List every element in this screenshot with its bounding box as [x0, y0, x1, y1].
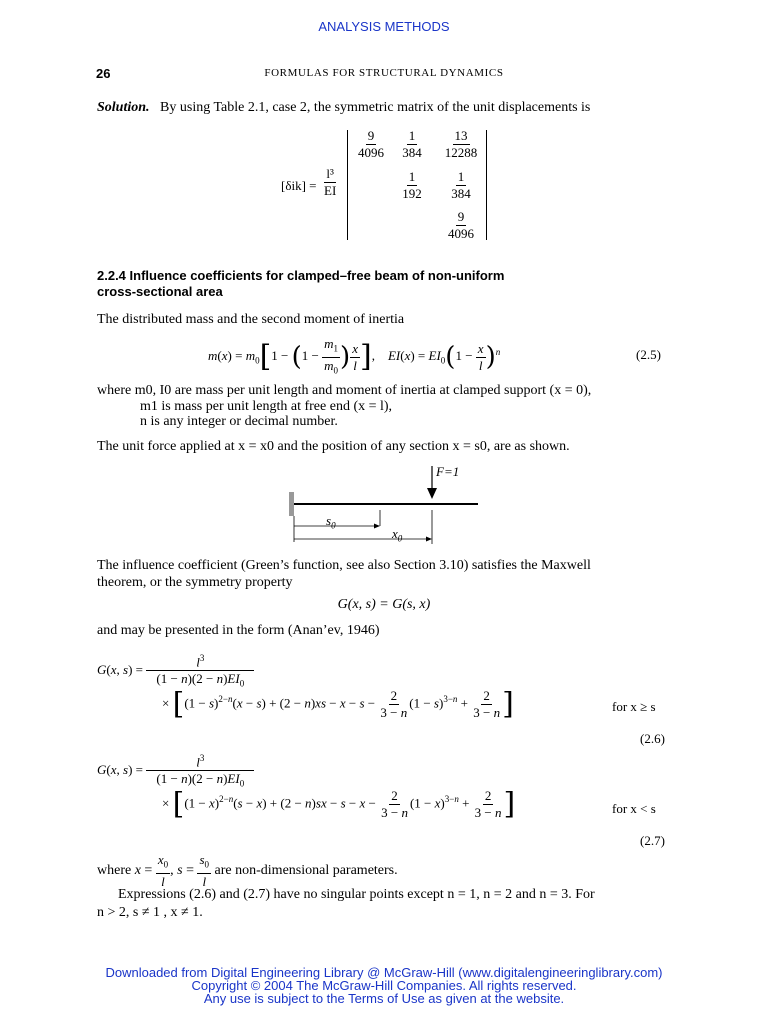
force-label: F=1: [436, 464, 460, 479]
clamped-support: [289, 492, 294, 516]
page-number: 26: [96, 66, 111, 81]
matrix-factor: [322, 166, 338, 199]
symmetry-equation: G(x, s) = G(s, x): [337, 597, 431, 612]
expressions-paragraph-line1: Expressions (2.6) and (2.7) have no singular points except n = 1, n = 2 and n = 3. For: [118, 887, 595, 902]
arrowhead-icon: [374, 524, 380, 529]
nondimensional-paragraph: where x = $\frac{x_0}{l}$ , s = $\frac{s_0}{l}$ are non-dimensional parameters.: [97, 852, 398, 889]
influence-paragraph: The influence coefficient (Green’s function, see also Section 3.10) satisfies the Maxwell theorem, or the symmetry property: [97, 558, 591, 590]
equation-number: (2.7): [640, 833, 665, 848]
matrix-lhs: [δik] =: [281, 178, 317, 193]
matrix-cell: $\frac{9}{4096}$: [448, 209, 474, 241]
nondimensional-tail: are non-dimensional parameters.: [214, 863, 398, 879]
intro-paragraph: The distributed mass and the second moment of inertia: [97, 312, 405, 327]
presented-paragraph: and may be presented in the form (Anan’ev, 1946): [97, 623, 380, 638]
equation-2-6-lhs: G(x, s) = $\frac{l^3}{(1 - n)(2 - n)EI_0}$: [97, 650, 254, 692]
expressions-paragraph-line2: n > 2, s ≠ 1 , x ≠ 1.: [97, 905, 203, 920]
where-line: where m0, I0 are mass per unit length and moment of inertia at clamped support (x = 0),: [97, 383, 592, 398]
footer-line: Any use is subject to the Terms of Use as given at the website.: [203, 991, 565, 1006]
solution-label: Solution.: [97, 100, 150, 115]
footer-line: Copyright © 2004 The McGraw-Hill Companies. All rights reserved.: [191, 978, 577, 993]
force-arrow-icon: [427, 488, 437, 499]
matrix-cell: $\frac{9}{4096}$: [358, 128, 384, 160]
matrix-cell: $\frac{1}{192}$: [402, 169, 422, 201]
footer: [0, 966, 768, 1005]
equation-2-7-body: × [$(1 - x)^{2-n}(s - x) + (2 - n)sx - s - x$ − $\frac{2}{3 - n}$ $(1 - x)^{3-n}$ + $\frac{2}{3 - n}$ ]: [162, 786, 516, 822]
running-title: FORMULAS FOR STRUCTURAL DYNAMICS: [264, 67, 504, 79]
where-line: n is any integer or decimal number.: [140, 414, 338, 429]
matrix-cell: $\frac{13}{12288}$: [444, 128, 478, 160]
where-line: m1 is mass per unit length at free end (x = l),: [140, 399, 393, 414]
section-heading-line2: cross-sectional area: [97, 284, 223, 299]
equation-2-7-lhs: G(x, s) = $\frac{l^3}{(1 - n)(2 - n)EI_0}$: [97, 750, 254, 792]
x0-label: $x_0$: [392, 526, 403, 544]
equation-2-6-body: × [$(1 - s)^{2-n}(x - s) + (2 - n)xs - x - s$ − $\frac{2}{3 - n}$ $(1 - s)^{3-n}$ + $\frac{2}{3 - n}$ ]: [162, 686, 514, 722]
solution-text: By using Table 2.1, case 2, the symmetric matrix of the unit displacements is: [160, 100, 591, 115]
matrix-cell: $\frac{1}{384}$: [402, 128, 422, 160]
section-label: ANALYSIS METHODS: [318, 19, 450, 34]
footer-line[interactable]: Downloaded from Digital Engineering Library @ McGraw-Hill (www.digitalengineeringlibrary.com): [105, 965, 663, 980]
equation-number: (2.5): [636, 347, 661, 362]
matrix-left-bar: [347, 130, 348, 240]
arrowhead-icon: [426, 537, 432, 542]
factor-numerator: l³: [326, 166, 334, 181]
condition-2-6: for x ≥ s: [612, 699, 656, 714]
equation-number: (2.6): [640, 731, 665, 746]
factor-denominator: EI: [324, 183, 337, 198]
equation-2-5-body: $m(x) = m_0[1 - (1$ − $\frac{m_1}{m_0}$ ) $\frac{x}{l}$ ], $EI(x) = EI_0(1$ − $\frac{x}{l}$ )$^n$: [208, 336, 501, 376]
condition-2-7: for x < s: [612, 801, 656, 816]
section-heading: [97, 268, 504, 300]
section-heading-line1: 2.2.4 Influence coefficients for clamped–free beam of non-uniform: [97, 268, 505, 283]
solution-paragraph: [97, 100, 590, 116]
matrix-right-bar: [486, 130, 487, 240]
matrix-cell: $\frac{1}{384}$: [451, 169, 471, 201]
s0-label: $s_0$: [326, 513, 336, 531]
unit-force-paragraph: The unit force applied at x = x0 and the position of any section x = s0, are as shown.: [97, 439, 570, 454]
